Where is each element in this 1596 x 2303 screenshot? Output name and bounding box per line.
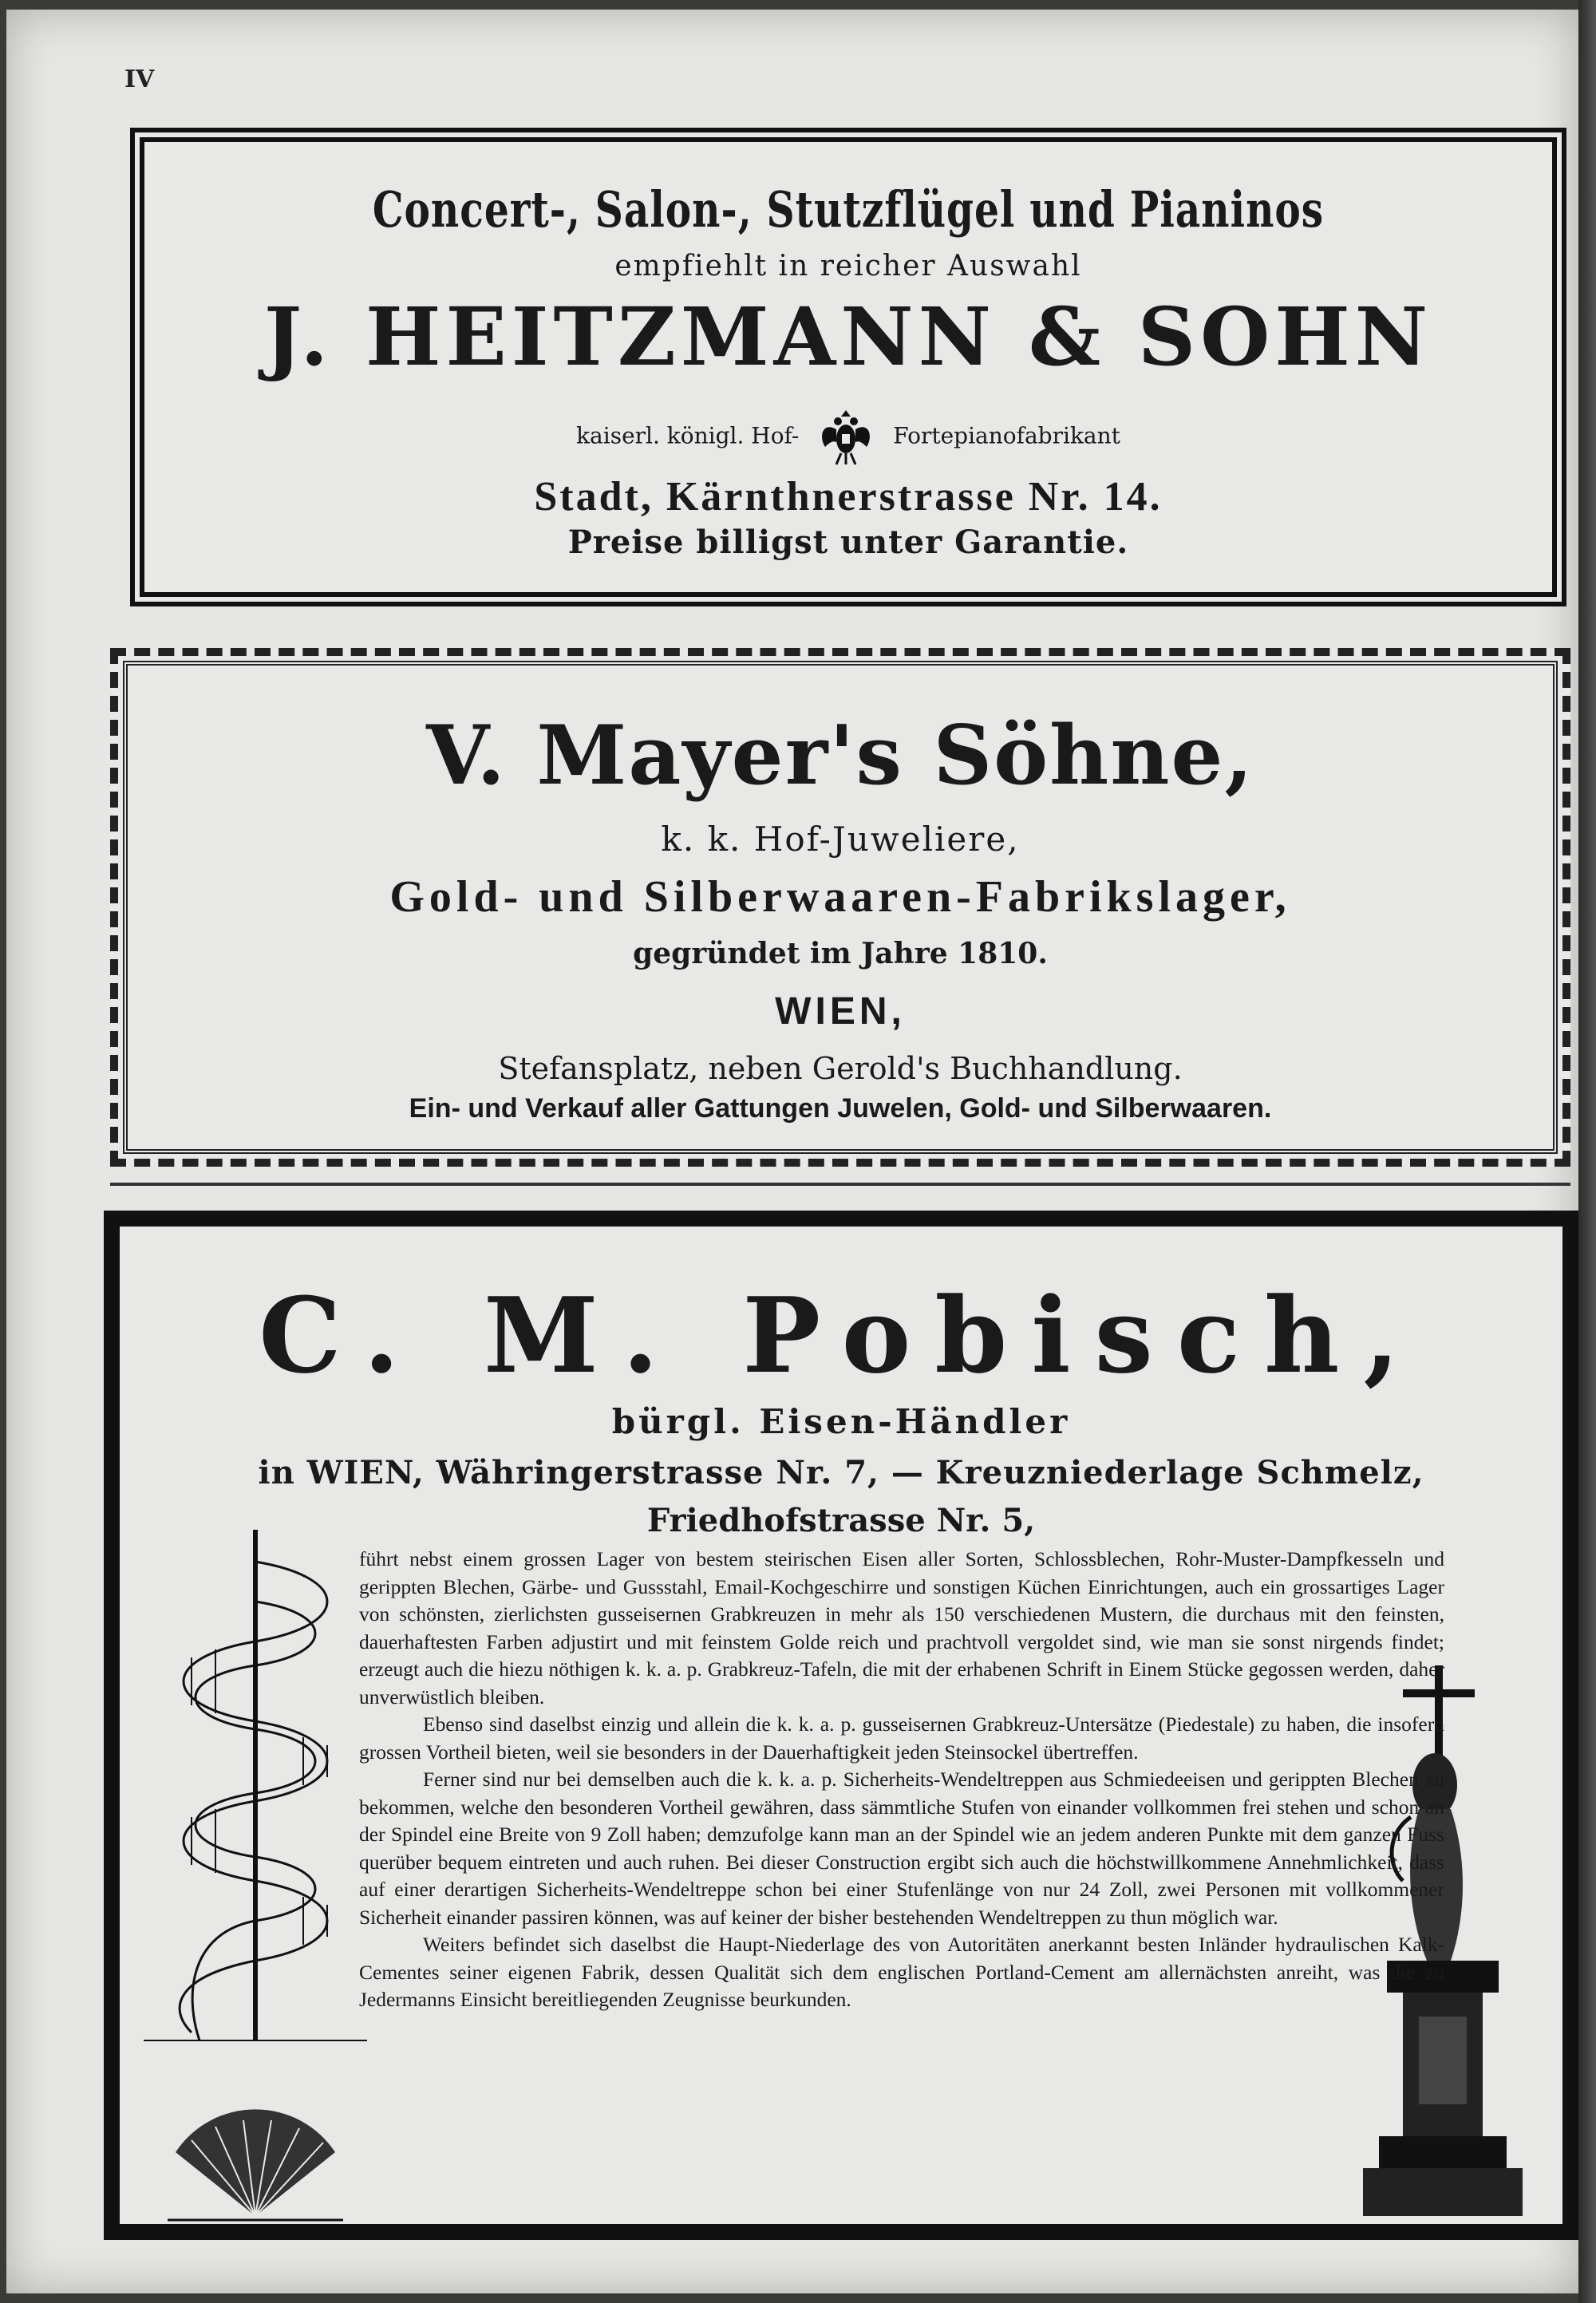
double-headed-eagle-icon [814, 405, 878, 469]
mayer-title: k. k. Hof-Juweliere, [661, 820, 1020, 859]
page-sheet [6, 10, 1578, 2293]
mayer-services: Ein- und Verkauf aller Gattungen Juwelen, Gold- und Silberwaaren. [409, 1093, 1272, 1124]
pobisch-firm-name: C. M. Pobisch, [259, 1274, 1424, 1396]
mayer-firm-name: V. Mayer's Söhne, [426, 708, 1254, 804]
page-edge-shadow [1578, 0, 1596, 2303]
heitzmann-title-left: kaiserl. königl. Hof- [576, 422, 800, 449]
pobisch-title: bürgl. Eisen-Händler [611, 1402, 1071, 1441]
heitzmann-subline: empfiehlt in reicher Auswahl [614, 250, 1082, 282]
pobisch-advertisement [104, 1211, 1578, 2240]
pobisch-body-text [359, 1546, 1444, 2014]
mayer-trade: Gold- und Silberwaaren-Fabrikslager, [389, 872, 1291, 922]
pobisch-paragraph: Ebenso sind daselbst einzig und allein die k. k. a. p. gusseisernen Grabkreuz-Untersätze (Piedestale) zu haben, die insofern grossen Vortheil bieten, weil sie besonders in der Dauerhaftigkeit jeden Steinsockel übertreffen. [359, 1712, 1444, 1764]
mayer-city: WIEN, [775, 990, 906, 1033]
heitzmann-title-right: Fortepianofabrikant [893, 422, 1120, 449]
mayer-founded: gegründet im Jahre 1810. [633, 937, 1048, 970]
mayer-address: Stefansplatz, neben Gerold's Buchhandlung. [498, 1051, 1183, 1086]
pobisch-paragraph: Ferner sind nur bei demselben auch die k. k. a. p. Sicherheits-Wendeltreppen aus Schmiedeeisen und gerippten Blechen zu bekommen, welche den besonderen Vortheil gewähren, dass sämmtliche Stufen von einander vollkommen frei stehen und schon an der Spindel eine Breite von 9 Zoll haben; demzufolge kann man an der Spindel wie an jedem anderen Punkte mit dem ganzen Fuss querüber bequem eintreten und auch ruhen. Bei dieser Construction ergibt sich auch die höchstwillkommene Annehmlichkeit, dass auf einer derartigen Sicherheits-Wendeltreppe schon bei einer Stufenlänge von nur 24 Zoll, zwei Personen mit vollkommener Sicherheit einander passiren können, was auf keiner der bisher bestehenden Wendeltreppen zu thun möglich war. [359, 1768, 1444, 1929]
page-number: IV [124, 65, 155, 93]
pobisch-paragraph: Weiters befindet sich daselbst die Haupt-Niederlage des von Autoritäten anerkannt besten Inländer hydraulischen Kalk-Cementes seiner eigenen Fabrik, dessen Qualität sich dem englischen Portland-Cement am allernächsten anreiht, was die zu Jedermanns Einsicht bereitliegenden Zeugnisse beurkunden. [359, 1933, 1444, 2011]
heitzmann-tagline: Preise billigst unter Garantie. [567, 523, 1129, 561]
mayer-advertisement [110, 648, 1570, 1167]
pobisch-address-line-2: Friedhofstrasse Nr. 5, [646, 1502, 1036, 1539]
heitzmann-title-line [144, 405, 1552, 469]
heitzmann-advertisement [130, 128, 1566, 606]
pobisch-address-line-1: in WIEN, Währingerstrasse Nr. 7, — Kreuzniederlage Schmelz, [258, 1454, 1424, 1491]
section-divider [110, 1183, 1570, 1186]
heitzmann-headline: Concert-, Salon-, Stutzflügel und Pianinos [372, 180, 1325, 239]
pobisch-paragraph: führt nebst einem grossen Lager von bestem steirischen Eisen aller Sorten, Schlossblechen, Rohr-Muster-Dampfkesseln und gerippten Blechen, Gärbe- und Gussstahl, Email-Kochgeschirre und sonstigen Küchen Einrichtungen, auch ein grossartiges Lager von schönsten, zierlichsten gusseisernen Grabkreuzen in mehr als 150 verschiedenen Mustern, die durchaus mit den feinsten, dauerhaftesten Farben adjustirt und mit feinstem Golde reich und prachtvoll vergoldet sind, wie man sie sonst nirgends findet; erzeugt auch die hiezu nöthigen k. k. a. p. Grabkreuz-Tafeln, die mit der erhabenen Schrift in Einem Stücke gegossen werden, daher unverwüstlich bleiben. [359, 1547, 1444, 1708]
spiral-staircase-icon [144, 1514, 367, 2056]
fan-ornament-icon [168, 2104, 343, 2224]
heitzmann-firm-name: J. HEITZMANN & SOHN [263, 290, 1433, 384]
heitzmann-address: Stadt, Kärnthnerstrasse Nr. 14. [534, 474, 1163, 519]
